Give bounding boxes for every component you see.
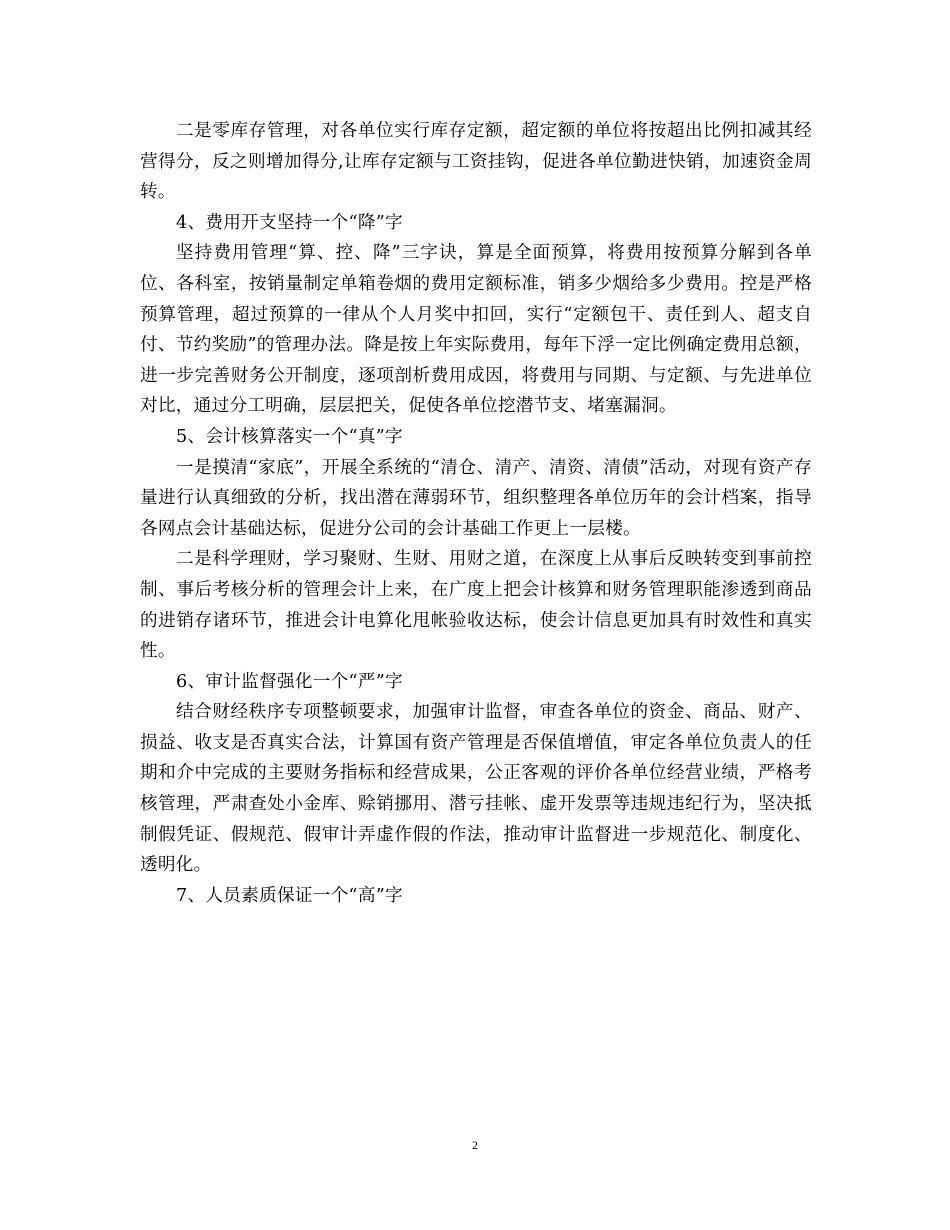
section-heading-audit: 6、审计监督强化一个“严”字 bbox=[176, 671, 403, 692]
section-heading-expense: 4、费用开支坚持一个“降”字 bbox=[176, 212, 403, 233]
paragraph-audit-supervision: 结合财经秩序专项整顿要求，加强审计监督，审查各单位的资金、商品、财产、损益、收支是否真实合法，计算国有资产管理是否保值增值，审定各单位负责人的任期和介中完成的主要财务指标和经营成果，公正客观的评价各单位经营业绩，严格考核管理，严肃查处小金库、赊销挪用、潜亏挂帐、虚开发票等违规违纪行为，坚决抵制假凭证、假规范、假审计弄虚作假的作法，推动审计监督进一步规范化、制度化、透明化。 bbox=[140, 702, 812, 876]
paragraph-scientific-finance: 二是科学理财，学习聚财、生财、用财之道，在深度上从事后反映转变到事前控制、事后考核分析的管理会计上来，在广度上把会计核算和财务管理职能渗透到商品的进销存诸环节，推进会计电算化甩帐验收达标，使会计信息更加具有时效性和真实性。 bbox=[140, 549, 812, 662]
paragraph-expense-management: 坚持费用管理“算、控、降”三字诀，算是全面预算，将费用按预算分解到各单位、各科室，按销量制定单箱卷烟的费用定额标准，销多少烟给多少费用。控是严格预算管理，超过预算的一律从个人月奖中扣回，实行“定额包干、责任到人、超支自付、节约奖励”的管理办法。降是按上年实际费用，每年下浮一定比例确定费用总额，进一步完善财务公开制度，逐项剖析费用成因，将费用与同期、与定额、与先进单位对比，通过分工明确，层层把关，促使各单位挖潜节支、堵塞漏洞。 bbox=[140, 243, 812, 417]
section-heading-accounting: 5、会计核算落实一个“真”字 bbox=[176, 426, 403, 447]
document-body bbox=[140, 116, 812, 911]
paragraph-zero-inventory: 二是零库存管理，对各单位实行库存定额，超定额的单位将按超出比例扣减其经营得分，反之则增加得分,让库存定额与工资挂钩，促进各单位勤进快销，加速资金周转。 bbox=[140, 121, 812, 203]
section-heading-personnel: 7、人员素质保证一个“高”字 bbox=[176, 885, 403, 906]
paragraph-asset-check: 一是摸清“家底”，开展全系统的“清仓、清产、清资、清债”活动，对现有资产存量进行认真细致的分析，找出潜在薄弱环节，组织整理各单位历年的会计档案，指导各网点会计基础达标，促进分公司的会计基础工作更上一层楼。 bbox=[140, 457, 812, 539]
page-number: 2 bbox=[472, 1138, 478, 1152]
